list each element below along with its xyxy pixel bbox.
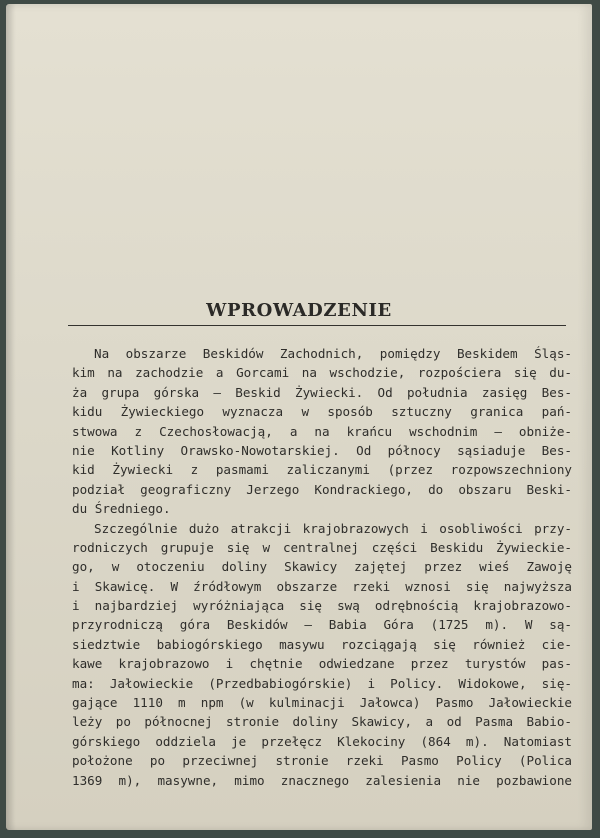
text-line: Szczególnie dużo atrakcji krajobrazowych i osobliwości przy- — [94, 520, 572, 536]
text-line: położone po przeciwnej stronie rzeki Pasmo Policy (Polica — [72, 753, 572, 769]
text-line: i Skawicę. W źródłowym obszarze rzeki wznosi się najwyższa — [72, 578, 572, 594]
text-line: go, w otoczeniu doliny Skawicy zajętej przez wieś Zawoję — [72, 559, 572, 575]
text-line: kid Żywiecki z pasmami zaliczanymi (przez rozpowszechniony — [72, 462, 572, 478]
text-line: Na obszarze Beskidów Zachodnich, pomiędzy Beskidem Śląs- — [94, 346, 572, 361]
text-line: 1369 m), masywne, mimo znacznego zalesienia nie pozbawione — [72, 772, 572, 788]
heading-rule — [68, 325, 566, 326]
text-line: kawe krajobrazowo i chętnie odwiedzane przez turystów pas- — [72, 656, 572, 672]
text-line: ma: Jałowieckie (Przedbabiogórskie) i Policy. Widokowe, się- — [72, 675, 572, 691]
text-line: podział geograficzny Jerzego Kondrackiego, do obszaru Beski- — [72, 481, 572, 497]
text-line: kim na zachodzie a Gorcami na wschodzie, rozpościera się du- — [72, 365, 572, 381]
text-line: i najbardziej wyróżniająca się swą odrębnością krajobrazowo- — [72, 598, 572, 614]
text-line: kidu Żywieckiego wyznacza w sposób sztuczny granica pań- — [72, 404, 572, 420]
book-page — [6, 4, 592, 830]
text-line: gające 1110 m npm (w kulminacji Jałowca) Pasmo Jałowieckie — [72, 695, 572, 711]
text-line: nie Kotliny Orawsko-Nowotarskiej. Od północy sąsiaduje Bes- — [72, 442, 572, 458]
text-line: stwowa z Czechosłowacją, a na krańcu wschodnim — obniże- — [72, 423, 572, 439]
text-line: ża grupa górska — Beskid Żywiecki. Od południa zasięg Bes- — [72, 384, 572, 400]
text-line: rodniczych grupuje się w centralnej części Beskidu Żywieckie- — [72, 539, 572, 555]
text-line: siedztwie babiogórskiego masywu rozciągają się również cie- — [72, 636, 572, 652]
chapter-heading: WPROWADZENIE — [206, 300, 392, 321]
body-text — [72, 344, 572, 790]
text-line: du Średniego. — [72, 501, 171, 517]
page-gutter-shadow — [6, 4, 16, 830]
text-line: leży po północnej stronie doliny Skawicy, a od Pasma Babio- — [72, 714, 572, 730]
text-line: górskiego oddziela je przełęcz Klekociny (864 m). Natomiast — [72, 733, 572, 749]
text-line: przyrodniczą góra Beskidów — Babia Góra (1725 m). W są- — [72, 617, 572, 633]
